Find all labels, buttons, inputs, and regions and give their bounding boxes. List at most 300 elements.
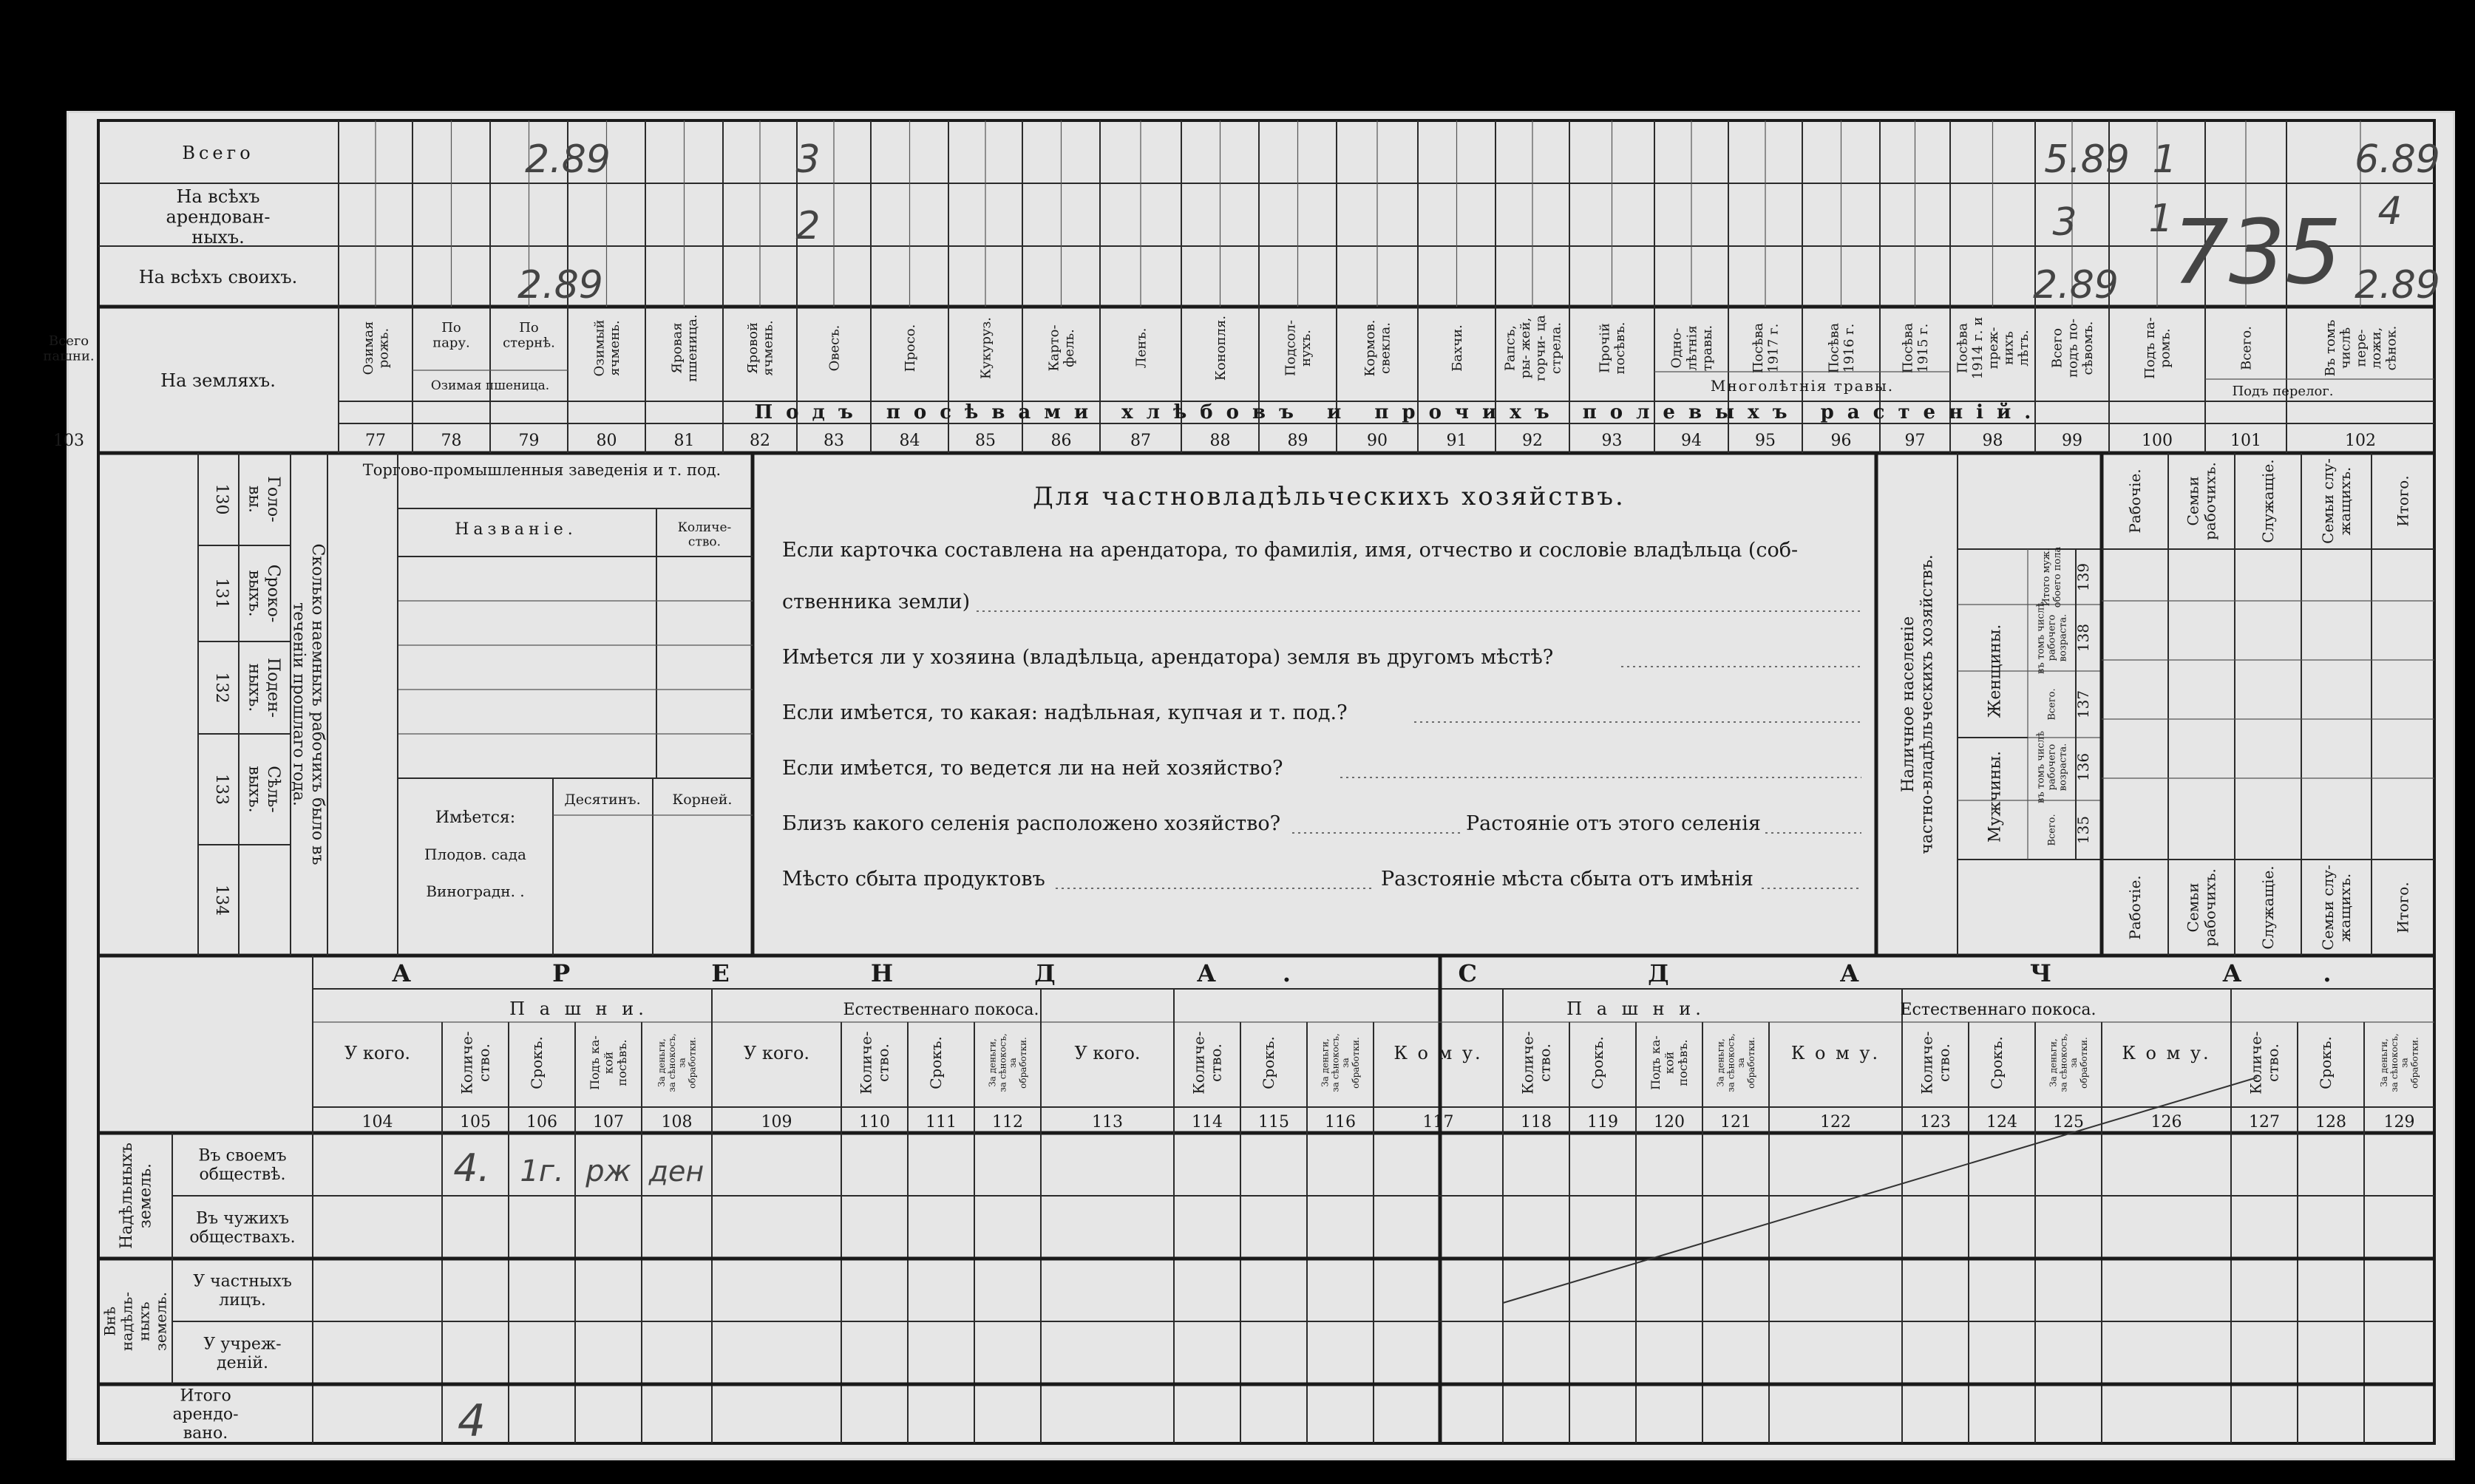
crop-header-16-line: горчи- ца xyxy=(1532,315,1549,381)
bottom-col-number-124: 124 xyxy=(1986,1113,2017,1131)
bottom-col-number-113: 113 xyxy=(1092,1113,1123,1131)
right-col-top-1-line: Семьи xyxy=(2184,476,2202,526)
crop-header-16-line: стрела. xyxy=(1548,321,1564,375)
bottom-col-number-119: 119 xyxy=(1587,1113,1618,1131)
crop-header-22-line: Посѣва xyxy=(1955,322,1971,374)
nal-label-3-line: рабочего xyxy=(2046,614,2058,661)
crop-header-20 xyxy=(1826,323,1857,374)
nadel-group-label xyxy=(118,1143,155,1249)
bottom-row-label-3-line: деній. xyxy=(217,1353,268,1372)
right-col-top-0-line: Рабочіе. xyxy=(2126,469,2144,534)
right-col-bottom-3 xyxy=(2319,865,2354,950)
crop-header-23-line: Всего xyxy=(2049,327,2065,369)
nal-label-3-line: возраста. xyxy=(2057,613,2069,662)
vne-group-label-line: Внѣ xyxy=(101,1306,119,1337)
skolko-naemnyh-line: Сколько наемныхъ рабочихъ было въ xyxy=(308,543,327,865)
row-label-arend xyxy=(166,186,270,248)
crop-header-27-line: Всего xyxy=(48,333,89,349)
bottom-header-kol-23-line: Количе- xyxy=(2247,1031,2265,1095)
bottom-header-kol-1 xyxy=(458,1031,493,1094)
col-number-78: 78 xyxy=(441,432,462,450)
bottom-header-komu-22: К о м у. xyxy=(2122,1043,2211,1063)
crop-header-3-line: стернѣ. xyxy=(503,335,555,351)
crop-header-20-line: 1916 г. xyxy=(1841,323,1858,373)
private-line-8: Мѣсто сбыта продуктовъ xyxy=(782,868,1045,891)
vne-group-label xyxy=(101,1292,170,1351)
crop-header-18-line: Одно- xyxy=(1668,327,1685,369)
crop-header-19-line: 1917 г. xyxy=(1765,323,1782,373)
nalichnoe-title xyxy=(1899,554,1936,854)
crop-header-26-line: Въ томъ xyxy=(2322,319,2338,377)
vne-group-label-line: ныхъ xyxy=(135,1301,153,1341)
desyatin-header: Десятинъ. xyxy=(564,792,641,808)
crop-header-25 xyxy=(2238,326,2254,370)
hand-arend-103: 4 xyxy=(2377,189,2403,234)
col-number-103: 103 xyxy=(53,432,84,450)
nalichnoe-title-line: Наличное населеніе xyxy=(1899,616,1918,793)
col-number-98: 98 xyxy=(1982,432,2003,450)
col-number-102: 102 xyxy=(2345,432,2376,450)
right-col-top-3-line: жащихъ. xyxy=(2336,466,2354,536)
golovy-number-131: 131 xyxy=(212,578,231,609)
hand-vsego-82: 3 xyxy=(795,137,821,182)
crop-header-23 xyxy=(2050,319,2096,378)
crop-header-6 xyxy=(745,320,776,375)
crop-header-17-line: посѣвъ. xyxy=(1612,321,1629,375)
crop-header-26-line: ложи, xyxy=(2369,327,2384,370)
nalichnoe-title-line: частно-владѣльческихъ хозяйствъ. xyxy=(1918,554,1937,854)
right-col-top-4-line: Итого. xyxy=(2394,475,2412,527)
right-col-top-0 xyxy=(2126,469,2144,533)
bottom-row-label-3 xyxy=(203,1335,281,1372)
itogo-arendovano-label-line: Итого xyxy=(180,1386,231,1406)
bottom-header-posev-16 xyxy=(1649,1035,1690,1090)
bottom-header-za-21-line: за xyxy=(2068,1058,2080,1068)
row-label-na-zemlyah: На земляхъ. xyxy=(160,370,276,391)
golovy-label-1-line: выхъ. xyxy=(245,570,264,617)
bottom-col-number-112: 112 xyxy=(992,1113,1023,1131)
bottom-header-za-8-line: за сѣнокосъ, xyxy=(997,1033,1008,1092)
bottom-row-label-0-line: обществѣ. xyxy=(199,1165,286,1184)
nal-muzhchiny xyxy=(1986,751,2005,843)
bottom-col-number-121: 121 xyxy=(1720,1113,1751,1131)
nal-label-4-line: обоего пола xyxy=(2052,546,2064,608)
hand-r1-107: рж xyxy=(585,1154,631,1188)
crop-header-15 xyxy=(1450,324,1465,372)
hand-arend-99: 3 xyxy=(2052,200,2077,245)
bottom-header-kol-10 xyxy=(1190,1031,1225,1094)
col-number-90: 90 xyxy=(1367,432,1388,450)
col-number-86: 86 xyxy=(1050,432,1072,450)
bottom-header-srok-2: Срокъ. xyxy=(528,1036,546,1089)
bottom-header-u-kogo-0: У кого. xyxy=(344,1043,411,1063)
itogo-arendovano-label-line: арендо- xyxy=(172,1405,239,1424)
bottom-header-za-12-line: за xyxy=(1340,1058,1351,1068)
bottom-col-number-110: 110 xyxy=(859,1113,890,1131)
nal-label-4-line: Итого муж. xyxy=(2041,548,2053,607)
bottom-header-srok-15: Срокъ. xyxy=(1589,1036,1606,1089)
hand-big-735: 735 xyxy=(2172,202,2342,304)
col-number-82: 82 xyxy=(750,432,770,450)
hand-vsego-103: 6.89 xyxy=(2355,137,2440,182)
col-number-80: 80 xyxy=(596,432,617,450)
bottom-header-kol-19 xyxy=(1918,1031,1953,1094)
crop-header-1-line: рожь. xyxy=(376,327,392,369)
bottom-header-posev-16-line: посѣвъ. xyxy=(1676,1039,1690,1086)
bottom-header-komu-13: К о м у. xyxy=(1393,1043,1483,1063)
crop-header-20-line: Посѣва xyxy=(1826,322,1842,374)
crop-header-2-line: По xyxy=(441,319,461,336)
bottom-header-kol-1-line: ство. xyxy=(475,1044,493,1082)
nal-label-1-line: рабочего xyxy=(2046,743,2058,791)
right-col-bottom-4-line: Итого. xyxy=(2394,882,2412,933)
crop-header-18-line: лѣтнія xyxy=(1684,325,1700,371)
bottom-header-posev-3-line: кой xyxy=(601,1051,616,1075)
right-col-bottom-3-line: Семьи слу- xyxy=(2319,865,2337,950)
bottom-header-za-12-line: за сѣнокосъ, xyxy=(1330,1033,1341,1092)
bottom-header-srok-11: Срокъ. xyxy=(1260,1036,1277,1089)
right-col-top-1-line: рабочихъ. xyxy=(2201,462,2219,540)
row-label-svoi: На всѣхъ своихъ. xyxy=(138,267,298,287)
bottom-col-number-105: 105 xyxy=(460,1113,491,1131)
bottom-header-kol-14-line: ство. xyxy=(1535,1044,1554,1082)
private-line-5: Если имѣется, то ведется ли на ней хозяйство? xyxy=(782,757,1283,780)
group-mnogoletnie-travy: Многолѣтнія травы. xyxy=(1710,377,1895,395)
bottom-header-za-12 xyxy=(1320,1033,1361,1092)
private-line-1: Если карточка составлена на арендатора, то фамилія, имя, отчество и сословіе владѣльца (соб- xyxy=(782,539,1799,562)
torg-title: Торгово-промышленныя заведенія и т. под. xyxy=(362,461,722,479)
crop-header-10 xyxy=(1046,324,1077,371)
crop-header-13-line: Подсол- xyxy=(1283,319,1299,377)
bottom-row-label-1-line: Въ чужихъ xyxy=(196,1209,289,1228)
sdacha-pokos-label: Естественнаго покоса. xyxy=(1900,1001,2097,1019)
bottom-header-kol-23-line: ство. xyxy=(2264,1044,2282,1082)
nal-label-1-line: въ томъ числѣ xyxy=(2035,731,2047,803)
nal-label-2-line: Всего. xyxy=(2046,688,2058,721)
crop-header-4 xyxy=(591,320,622,377)
bottom-col-number-108: 108 xyxy=(661,1113,693,1131)
bottom-header-za-21-line: за сѣнокосъ, xyxy=(2058,1033,2069,1092)
golovy-number-130: 130 xyxy=(212,483,231,515)
golovy-label-1 xyxy=(245,565,282,623)
bottom-col-number-116: 116 xyxy=(1325,1113,1356,1131)
bottom-col-number-126: 126 xyxy=(2150,1113,2182,1131)
private-line-9: Разстояніе мѣста сбыта отъ имѣнія xyxy=(1381,868,1753,891)
crop-header-25-line: Всего. xyxy=(2238,326,2255,370)
bottom-col-number-120: 120 xyxy=(1654,1113,1685,1131)
band-pod-posevami: Подъ посѣвами хлѣбовъ и прочихъ полевыхъ растеній. xyxy=(754,401,2045,423)
nal-label-3 xyxy=(2036,602,2069,674)
group-pod-perelog: Подъ перелог. xyxy=(2232,384,2334,399)
col-number-95: 95 xyxy=(1755,432,1776,450)
bottom-header-u-kogo-5: У кого. xyxy=(743,1043,810,1063)
private-line-7: Растояніе отъ этого селенія xyxy=(1466,812,1761,835)
bottom-col-number-127: 127 xyxy=(2249,1113,2280,1131)
crop-header-22 xyxy=(1955,317,2031,379)
bottom-header-za-8-line: обработки. xyxy=(1017,1037,1028,1089)
right-col-bottom-4 xyxy=(2394,882,2412,933)
vne-group-label-line: земель. xyxy=(152,1291,170,1352)
golovy-label-3 xyxy=(245,766,282,813)
hand-r1-105: 4. xyxy=(453,1146,490,1191)
bottom-header-za-25-line: за сѣнокосъ, xyxy=(2389,1033,2400,1092)
crop-header-10-line: фель. xyxy=(1062,329,1078,367)
nal-label-1 xyxy=(2036,731,2069,803)
bottom-col-number-107: 107 xyxy=(593,1113,624,1131)
golovy-label-1-line: Сроко- xyxy=(263,564,282,623)
bottom-header-za-17-line: за сѣнокосъ, xyxy=(1725,1033,1736,1092)
bottom-header-kol-19-line: ство. xyxy=(1935,1044,1953,1082)
crop-header-27 xyxy=(43,333,94,364)
crop-header-22-line: лѣтъ. xyxy=(2016,330,2032,367)
torg-qty-header-line: Количе- xyxy=(677,520,732,536)
bottom-header-za-8 xyxy=(988,1033,1028,1092)
bottom-header-za-21-line: обработки. xyxy=(2078,1037,2089,1089)
crop-header-16 xyxy=(1502,315,1564,381)
skolko-naemnyh-line: теченіи прошлаго года. xyxy=(289,602,308,806)
crop-header-8-line: Просо. xyxy=(902,324,918,372)
golovy-label-3-line: Сѣль- xyxy=(263,766,282,813)
bottom-col-number-111: 111 xyxy=(926,1113,957,1131)
nal-label-0 xyxy=(2047,814,2058,845)
bottom-col-number-106: 106 xyxy=(526,1113,557,1131)
crop-header-22-line: 1914 г. и xyxy=(1970,316,1986,380)
crop-header-26-line: пере- xyxy=(2353,329,2369,367)
census-card xyxy=(43,111,2455,1460)
census-form-grid xyxy=(43,113,2453,1458)
crop-header-21-line: 1915 г. xyxy=(1915,323,1932,373)
itogo-arendovano-label-line: вано. xyxy=(183,1424,228,1443)
bottom-col-number-115: 115 xyxy=(1258,1113,1289,1131)
nal-label-3-line: въ томъ числѣ xyxy=(2035,602,2047,674)
bottom-header-za-8-line: за xyxy=(1008,1058,1019,1068)
hand-svoi-78: 2.89 xyxy=(517,263,603,307)
hand-vsego-99: 5.89 xyxy=(2044,137,2130,182)
right-col-top-3 xyxy=(2319,458,2354,544)
bottom-row-label-0-line: Въ своемъ xyxy=(198,1146,287,1165)
bottom-header-posev-3 xyxy=(588,1035,629,1090)
hand-r1-106: 1г. xyxy=(520,1154,564,1188)
crop-header-27-line: пашни. xyxy=(43,348,95,364)
golovy-label-0-line: вы. xyxy=(245,486,264,513)
bottom-header-srok-7: Срокъ. xyxy=(927,1036,945,1089)
row-label-vsego: Всего xyxy=(182,143,254,163)
nal-zhenshchiny-line: Женщины. xyxy=(1986,624,2005,718)
bottom-header-kol-6 xyxy=(858,1031,892,1094)
bottom-header-srok-24: Срокъ. xyxy=(2317,1036,2335,1089)
crop-header-9 xyxy=(978,317,994,379)
bottom-col-number-109: 109 xyxy=(761,1113,792,1131)
golovy-label-2 xyxy=(245,658,282,718)
right-col-top-1 xyxy=(2184,462,2219,540)
crop-header-2 xyxy=(432,320,470,351)
nadel-group-label-line: земель. xyxy=(136,1163,155,1229)
bottom-header-kol-23 xyxy=(2247,1031,2282,1094)
nal-number-139: 139 xyxy=(2074,562,2092,592)
crop-header-10-line: Карто- xyxy=(1046,324,1062,372)
hand-arend-100: 1 xyxy=(2148,197,2173,241)
nal-zhenshchiny xyxy=(1986,624,2005,718)
arenda-pokos-label: Естественнаго покоса. xyxy=(843,1001,1039,1019)
crop-header-5-line: Яровая xyxy=(669,322,685,374)
private-line-4: Если имѣется, то какая: надѣльная, купчая и т. под.? xyxy=(782,701,1348,724)
crop-header-14-line: Кормов. xyxy=(1362,319,1378,377)
nal-number-136: 136 xyxy=(2074,752,2092,782)
bottom-row-label-1 xyxy=(189,1210,295,1247)
plodov-sada-label: Плодов. сада xyxy=(424,845,526,863)
crop-header-19 xyxy=(1751,323,1782,374)
crop-header-26 xyxy=(2323,320,2400,377)
crop-header-5 xyxy=(669,314,700,381)
bottom-header-za-4-line: за xyxy=(676,1058,688,1068)
nal-muzhchiny-line: Мужчины. xyxy=(1986,750,2005,843)
torg-qty-header-line: ство. xyxy=(688,534,722,550)
crop-header-11 xyxy=(1133,328,1149,369)
golovy-label-2-line: ныхъ. xyxy=(245,663,264,712)
crop-header-24 xyxy=(2142,317,2173,379)
bottom-header-kol-6-line: Количе- xyxy=(857,1031,875,1095)
bottom-header-za-12-line: За деньги, xyxy=(1320,1038,1331,1087)
itogo-arendovano-label xyxy=(172,1386,238,1443)
bottom-header-za-25-line: за xyxy=(2399,1058,2410,1068)
bottom-col-number-125: 125 xyxy=(2053,1113,2084,1131)
bottom-header-kol-14 xyxy=(1519,1031,1554,1094)
right-col-bottom-0 xyxy=(2126,875,2144,939)
bottom-header-za-17-line: За деньги, xyxy=(1715,1038,1726,1087)
crop-header-16-line: Рапсъ, xyxy=(1502,324,1518,372)
crop-header-4-line: Озимый xyxy=(591,319,608,377)
nal-label-4 xyxy=(2041,547,2063,608)
crop-header-6-line: ячмень. xyxy=(760,320,776,376)
golovy-label-3-line: выхъ. xyxy=(245,766,264,813)
crop-header-14 xyxy=(1362,320,1393,377)
crop-header-5-line: пшеница. xyxy=(685,314,701,382)
crop-header-16-line: ры- жей, xyxy=(1517,317,1533,379)
crop-header-13-line: нухъ. xyxy=(1298,330,1314,367)
private-line-3: Имѣется ли у хозяина (владѣльца, арендатора) земля въ другомъ мѣстѣ? xyxy=(782,646,1554,669)
torg-qty-header xyxy=(678,520,732,550)
col-number-91: 91 xyxy=(1446,432,1467,450)
hand-vsego-100: 1 xyxy=(2152,137,2177,182)
right-col-bottom-2 xyxy=(2259,865,2277,949)
col-number-77: 77 xyxy=(365,432,386,450)
crop-header-1-line: Озимая xyxy=(360,321,376,375)
nal-number-137: 137 xyxy=(2074,690,2092,719)
golovy-number-134: 134 xyxy=(212,885,231,916)
crop-header-21 xyxy=(1900,323,1931,374)
col-number-92: 92 xyxy=(1522,432,1543,450)
crop-header-17 xyxy=(1597,321,1628,374)
col-number-85: 85 xyxy=(975,432,996,450)
row-label-arend-line: ныхъ. xyxy=(191,227,245,248)
crop-header-23-line: подъ по- xyxy=(2065,318,2081,378)
golovy-label-0-line: Голо- xyxy=(263,476,282,523)
bottom-header-posev-16-line: кой xyxy=(1662,1051,1677,1075)
bottom-col-number-128: 128 xyxy=(2315,1113,2346,1131)
crop-header-26-line: числѣ xyxy=(2338,327,2354,370)
crop-header-23-line: сѣвомъ. xyxy=(2080,321,2096,375)
crop-header-18-line: травы. xyxy=(1700,324,1715,372)
bottom-header-posev-16-line: Подъ ка- xyxy=(1649,1035,1663,1090)
crop-header-13 xyxy=(1283,320,1314,376)
vinogradn-label: Виноградн. . xyxy=(426,882,525,900)
crop-header-12-line: Конопля. xyxy=(1212,315,1229,381)
bottom-header-za-17-line: обработки. xyxy=(1745,1037,1756,1089)
bottom-row-label-2-line: У частныхъ xyxy=(193,1272,292,1291)
bottom-header-za-8-line: За деньги, xyxy=(987,1038,998,1087)
golovy-number-133: 133 xyxy=(212,774,231,805)
crop-header-2-line: пару. xyxy=(432,335,470,351)
bottom-header-za-25-line: За деньги, xyxy=(2379,1038,2389,1087)
sdacha-pashni-label: П а ш н и. xyxy=(1566,998,1705,1019)
bottom-header-posev-3-line: посѣвъ. xyxy=(615,1039,629,1086)
bottom-header-za-4-line: за сѣнокосъ, xyxy=(666,1033,677,1092)
col-number-94: 94 xyxy=(1681,432,1702,450)
bottom-row-label-2-line: лицъ. xyxy=(219,1290,266,1310)
bottom-header-za-25 xyxy=(2379,1033,2420,1092)
arenda-title: А Р Е Н Д А. xyxy=(391,959,1358,987)
bottom-header-kol-10-line: ство. xyxy=(1206,1044,1225,1082)
right-col-top-2 xyxy=(2259,459,2277,542)
nal-number-138: 138 xyxy=(2074,623,2092,653)
col-number-87: 87 xyxy=(1130,432,1151,450)
hand-itogo-105: 4 xyxy=(457,1395,486,1447)
row-label-arend-line: арендован- xyxy=(166,206,271,228)
golovy-label-0 xyxy=(245,476,282,522)
bottom-row-label-1-line: обществахъ. xyxy=(189,1228,296,1247)
bottom-row-label-3-line: У учреж- xyxy=(203,1335,282,1354)
hand-r1-108: ден xyxy=(648,1155,705,1188)
vne-group-label-line: надѣль- xyxy=(118,1292,136,1351)
col-number-101: 101 xyxy=(2230,432,2261,450)
bottom-header-za-4 xyxy=(656,1033,697,1092)
col-number-89: 89 xyxy=(1287,432,1308,450)
right-col-bottom-3-line: жащихъ. xyxy=(2336,873,2354,942)
col-number-79: 79 xyxy=(518,432,540,450)
bottom-header-posev-3-line: Подъ ка- xyxy=(588,1035,602,1090)
crop-header-7-line: Овесъ. xyxy=(826,324,843,372)
bottom-col-number-117: 117 xyxy=(1422,1113,1454,1131)
bottom-header-za-25-line: обработки. xyxy=(2409,1037,2420,1089)
crop-header-11-line: Ленъ. xyxy=(1133,327,1150,369)
nadel-group-label-line: Надѣльныхъ xyxy=(118,1143,137,1249)
col-number-83: 83 xyxy=(824,432,844,450)
bottom-header-za-4-line: За деньги, xyxy=(656,1038,667,1087)
hand-svoi-99: 2.89 xyxy=(2033,263,2119,307)
crop-header-21-line: Посѣва xyxy=(1900,322,1916,374)
arenda-pashni-label: П а ш н и. xyxy=(509,998,648,1019)
sdacha-title: С Д А Ч А. xyxy=(1458,959,2413,987)
col-number-99: 99 xyxy=(2062,432,2082,450)
bottom-col-number-122: 122 xyxy=(1820,1113,1851,1131)
korney-header: Корней. xyxy=(672,792,733,808)
right-col-top-2-line: Служащіе. xyxy=(2259,459,2277,543)
group-ozimaya-pshenica: Озимая пшеница. xyxy=(430,378,550,393)
golovy-number-132: 132 xyxy=(212,672,231,704)
bottom-col-number-123: 123 xyxy=(1920,1113,1951,1131)
col-number-84: 84 xyxy=(899,432,920,450)
crop-header-14-line: свекла. xyxy=(1377,321,1393,375)
private-line-6: Близъ какого селенія расположено хозяйство? xyxy=(782,812,1281,835)
bottom-header-za-17-line: за xyxy=(1736,1058,1747,1068)
bottom-col-number-114: 114 xyxy=(1192,1113,1223,1131)
crop-header-26-line: сѣнок. xyxy=(2383,325,2400,371)
bottom-header-za-12-line: обработки. xyxy=(1350,1037,1361,1089)
hand-arend-82: 2 xyxy=(795,204,821,248)
diagonal-strike-line xyxy=(1503,1078,2257,1303)
bottom-header-za-4-line: обработки. xyxy=(687,1037,698,1089)
bottom-header-kol-19-line: Количе- xyxy=(1918,1031,1936,1095)
